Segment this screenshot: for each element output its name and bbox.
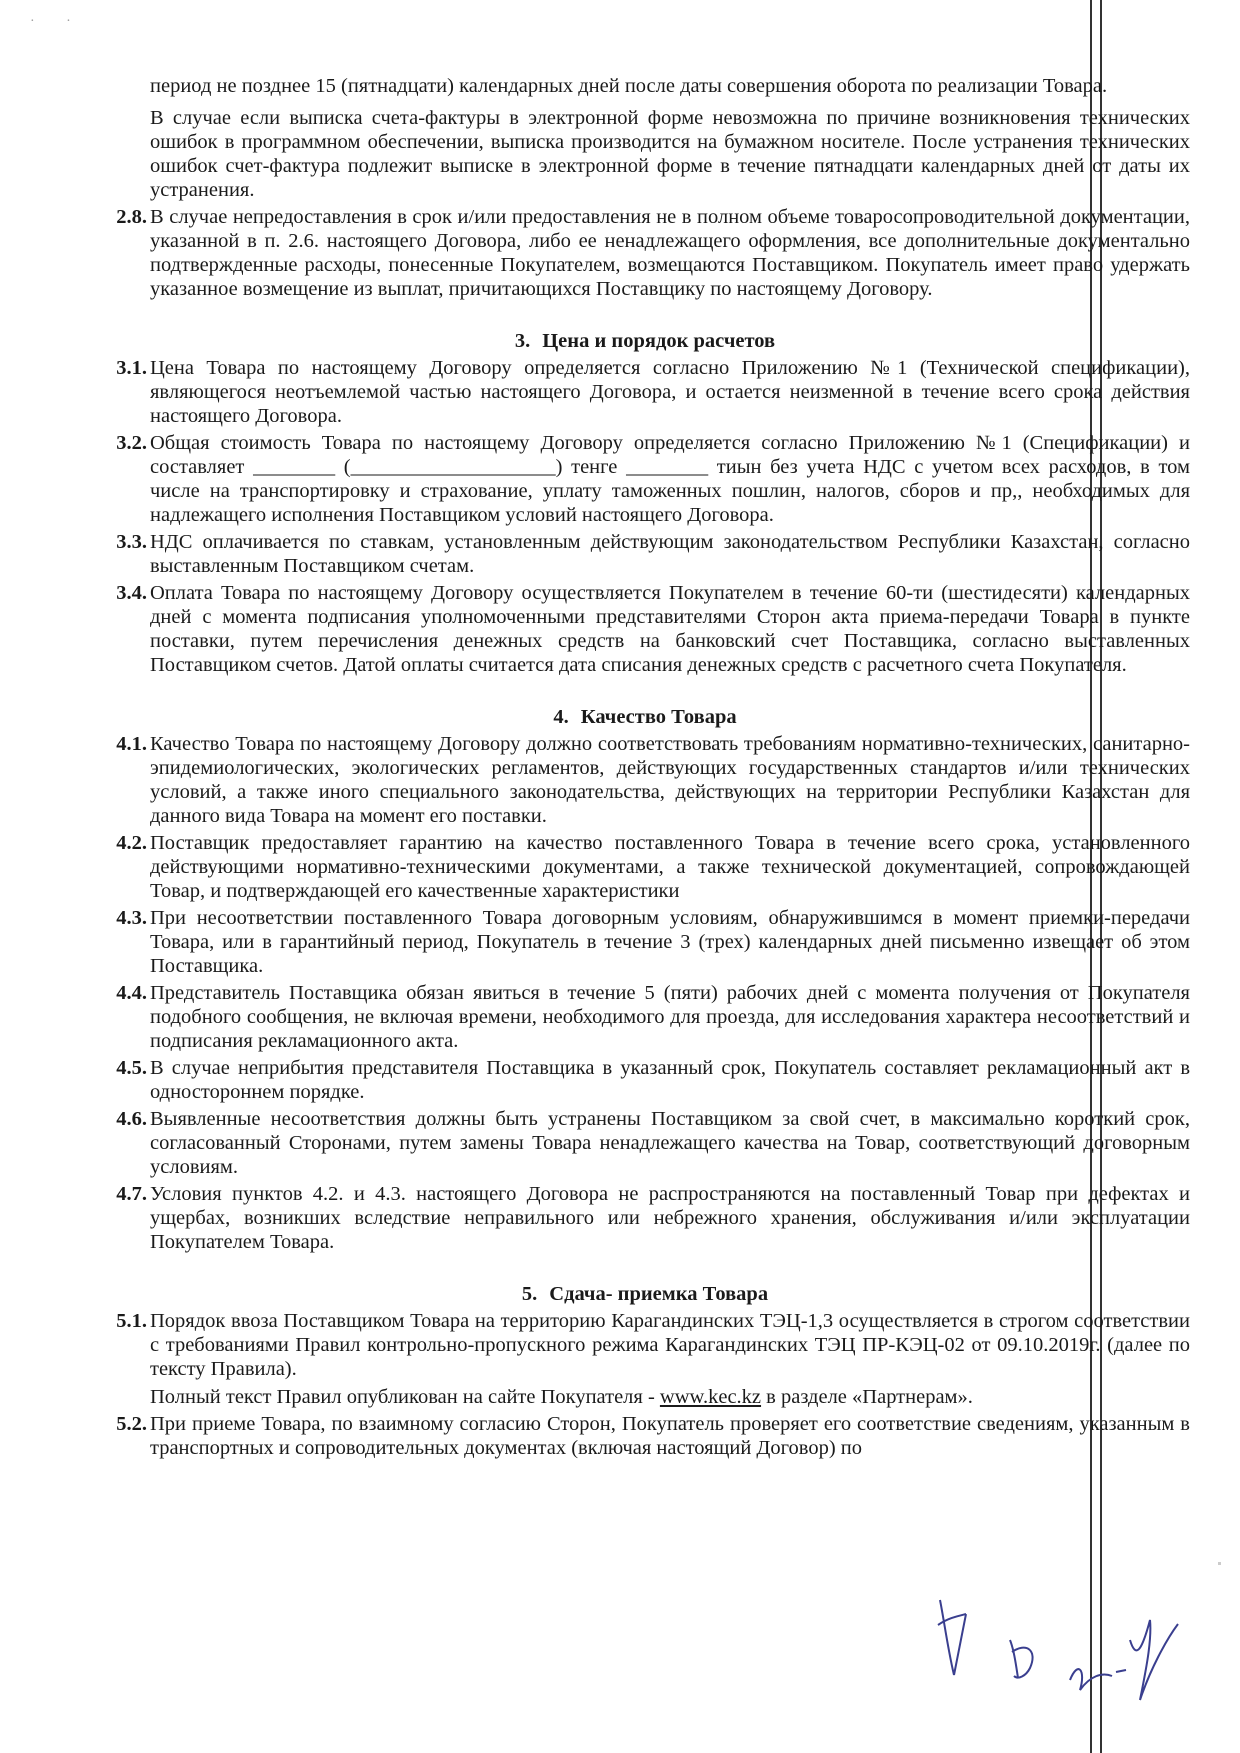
clause-text: Общая стоимость Товара по настоящему Договору определяется согласно Приложению №1 (Спецификации) и составляет ________ (____________________) тенге ________ тиын без учета НДС с учетом всех расходов, в том числе на транспортировку и страхование, уплату таможенных пошлин, налогов, сборов и пр,, необходимых для надлежащего исполнения Поставщиком условий настоящего Договора. xyxy=(150,432,1190,526)
clause-number: 4.6. xyxy=(116,1108,147,1130)
clause-number: 5.1. xyxy=(116,1310,147,1332)
signature-1 xyxy=(938,1600,966,1675)
section-heading xyxy=(100,1282,1190,1306)
note-text: Полный текст Правил опубликован на сайте Покупателя - xyxy=(150,1386,660,1408)
paragraph: период не позднее 15 (пятнадцати) календарных дней после даты совершения оборота по реализации Товара. xyxy=(150,75,1108,97)
clause-text: При приеме Товара, по взаимному согласию Сторон, Покупатель проверяет его соответствие сведениям, указанным в транспортных и сопроводительных документах (включая настоящий Договор) по xyxy=(150,1413,1190,1459)
clause-text: Условия пунктов 4.2. и 4.3. настоящего Договора не распространяются на поставленный Товар при дефектах и ущербах, возникших вследствие неправильного или небрежного хранения, обслуживания и/или эксплуатации Покупателем Товара. xyxy=(150,1183,1190,1253)
document-body xyxy=(100,74,1190,1460)
clause-note xyxy=(150,1385,1190,1409)
signature-3 xyxy=(1070,1620,1178,1700)
clause xyxy=(100,205,1190,301)
clause-number: 4.2. xyxy=(116,832,147,854)
clause-text: При несоответствии поставленного Товара договорным условиям, обнаружившимся в момент приемки-передачи Товара, или в гарантийный период, Покупатель в течение 3 (трех) календарных дней письменно извещает об этом Поставщика. xyxy=(150,907,1190,977)
clause-number: 4.4. xyxy=(116,982,147,1004)
clause-text: Выявленные несоответствия должны быть устранены Поставщиком за свой счет, в максимально короткий срок, согласованный Сторонами, путем замены Товара ненадлежащего качества на Товар, соответствующий договорным условиям. xyxy=(150,1108,1190,1178)
clause-number: 5.2. xyxy=(116,1413,147,1435)
clause-number: 4.3. xyxy=(116,907,147,929)
signatures xyxy=(930,1580,1190,1710)
clause xyxy=(100,1412,1190,1460)
clause-number: 2.8. xyxy=(116,206,147,228)
clause xyxy=(100,1309,1190,1409)
clause-number: 4.1. xyxy=(116,733,147,755)
clause-text: В случае неприбытия представителя Поставщика в указанный срок, Покупатель составляет рекламационный акт в одностороннем порядке. xyxy=(150,1057,1190,1103)
paragraph: В случае если выписка счета-фактуры в электронной форме невозможна по причине возникновения технических ошибок в программном обеспечении, выписка производится на бумажном носителе. После устранения технических ошибок счет-фактура подлежит выписке в электронной форме в течение пятнадцати календарных дней от даты их устранения. xyxy=(150,107,1190,201)
clause-text: В случае непредоставления в срок и/или предоставления не в полном объеме товаросопроводительной документации, указанной в п. 2.6. настоящего Договора, либо ее ненадлежащего оформления, все дополнительные документально подтвержденные расходы, понесенные Покупателем, возмещаются Поставщиком. Покупатель имеет право удержать указанное возмещение из выплат, причитающихся Поставщику по настоящему Договору. xyxy=(150,206,1190,300)
section-number: 3. xyxy=(514,330,531,352)
clause-body xyxy=(150,1309,1190,1409)
clause-text: Оплата Товара по настоящему Договору осуществляется Покупателем в течение 60-ти (шестидесяти) календарных дней с момента подписания уполномоченными представителями Сторон акта приема-передачи Товара в пункте поставки, путем перечисления денежных средств на банковский счет Поставщика, согласно выставленных Поставщиком счетов. Датой оплаты считается дата списания денежных средств с расчетного счета Покупателя. xyxy=(150,582,1190,676)
section-title: Сдача- приемка Товара xyxy=(549,1283,769,1305)
clause-number: 3.1. xyxy=(116,357,147,379)
section-heading xyxy=(100,705,1190,729)
clause xyxy=(100,906,1190,978)
clause-text: Качество Товара по настоящему Договору должно соответствовать требованиям нормативно-технических, санитарно-эпидемиологических, экологических регламентов, действующих государственных стандартов и/или технических условий, а также иного специального законодательства, действующих на территории Республики Казахстан для данного вида Товара на момент его поставки. xyxy=(150,733,1190,827)
signature-2 xyxy=(1010,1640,1033,1678)
clause xyxy=(100,1056,1190,1104)
clause xyxy=(100,356,1190,428)
clause-number: 3.3. xyxy=(116,531,147,553)
scan-marks: · · xyxy=(30,14,85,29)
clause xyxy=(100,732,1190,828)
clause xyxy=(100,431,1190,527)
clause xyxy=(100,530,1190,578)
clause-number: 4.5. xyxy=(116,1057,147,1079)
website-link[interactable]: www.kec.kz xyxy=(659,1386,762,1408)
clause-number: 3.4. xyxy=(116,582,147,604)
clause xyxy=(100,831,1190,903)
section-number: 4. xyxy=(553,706,569,728)
clause-number: 3.2. xyxy=(116,432,147,454)
clause-text: Цена Товара по настоящему Договору определяется согласно Приложению №1 (Технической спецификации), являющегося неотъемлемой частью настоящего Договора, и остается неизменной в течение всего срока действия настоящего Договора. xyxy=(150,357,1190,427)
clause-text: НДС оплачивается по ставкам, установленным действующим законодательством Республики Казахстан, согласно выставленным Поставщиком счетам. xyxy=(150,531,1190,577)
clause xyxy=(100,1107,1190,1179)
section-heading xyxy=(100,329,1190,353)
clause xyxy=(100,581,1190,677)
clause xyxy=(100,981,1190,1053)
clause-text: Поставщик предоставляет гарантию на качество поставленного Товара в течение всего срока, установленного действующими нормативно-техническими документами, а также технической документацией, сопровождающей Товар, и подтверждающей его качественные характеристики xyxy=(150,832,1190,902)
section-number: 5. xyxy=(521,1283,538,1305)
clause-text: Представитель Поставщика обязан явиться в течение 5 (пяти) рабочих дней с момента получения от Покупателя подобного сообщения, не включая времени, необходимого для проезда, для исследования характера несоответствий и подписания рекламационного акта. xyxy=(150,982,1190,1052)
section-title: Цена и порядок расчетов xyxy=(542,330,776,352)
clause-number: 4.7. xyxy=(116,1183,147,1205)
clause xyxy=(100,1182,1190,1254)
scan-dot xyxy=(1218,1562,1221,1565)
clause-text: Порядок ввоза Поставщиком Товара на территорию Карагандинских ТЭЦ-1,3 осуществляется в строгом соответствии с требованиями Правил контрольно-пропускного режима Карагандинских ТЭЦ ПР-КЭЦ-02 от 09.10.2019г. (далее по тексту Правила). xyxy=(150,1310,1190,1380)
section-title: Качество Товара xyxy=(580,706,737,728)
note-text: в разделе «Партнерам». xyxy=(761,1386,973,1408)
